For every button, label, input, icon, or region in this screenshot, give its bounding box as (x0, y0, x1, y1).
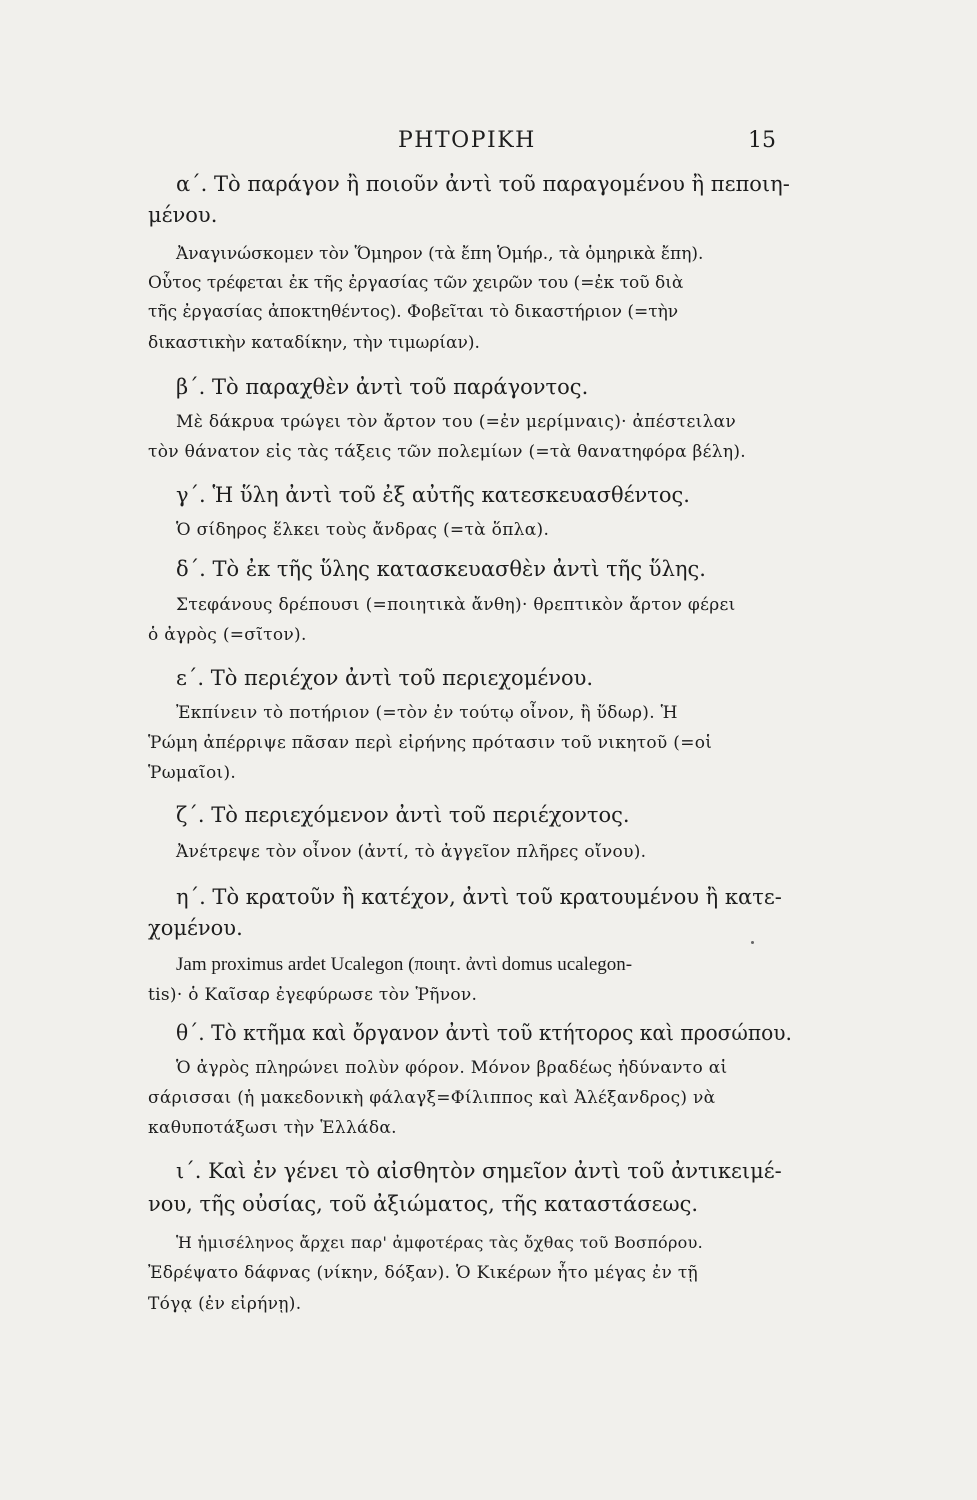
text-line: δικαστικὴν καταδίκην, τὴν τιμωρίαν). (148, 333, 480, 353)
example-line: Ἐδρέψατο δάφνας (νίκην, δόξαν). Ὁ Κικέρων ἦτο μέγας ἐν τῇ (148, 1263, 699, 1283)
example-line: Ὁ ἀγρὸς πληρώνει πολὺν φόρον. Μόνον βραδέως ἠδύναντο αἱ (176, 1058, 728, 1078)
text-line: Ἀναγινώσκομεν τὸν Ὅμηρον (τὰ ἔπη Ὁμήρ., τὰ ὁμηρικὰ ἔπη). (176, 244, 704, 264)
example-line: Ἐκπίνειν τὸ ποτήριον (=τὸν ἐν τούτῳ οἶνον, ἢ ὕδωρ). Ἡ (176, 703, 678, 723)
section-zeta-heading: ζ΄. Τὸ περιεχόμενον ἀντὶ τοῦ περιέχοντος. (176, 803, 630, 827)
section-iota-heading-cont: νου, τῆς οὐσίας, τοῦ ἀξιώματος, τῆς καταστάσεως. (148, 1192, 699, 1216)
example-line: Τόγᾳ (ἐν εἰρήνῃ). (148, 1294, 302, 1314)
example-line: καθυποτάξωσι τὴν Ἑλλάδα. (148, 1118, 397, 1138)
page-header (0, 128, 977, 160)
print-speck (751, 941, 754, 944)
section-alpha-heading-cont: μένου. (148, 203, 218, 227)
running-title: ΡΗΤΟΡΙΚΗ (398, 128, 536, 153)
section-theta-heading: θ΄. Τὸ κτῆμα καὶ ὄργανον ἀντὶ τοῦ κτήτορος καὶ προσώπου. (176, 1021, 792, 1045)
example-line: Ἡ ἡμισέληνος ἄρχει παρ' ἀμφοτέρας τὰς ὄχθας τοῦ Βοσπόρου. (176, 1233, 703, 1252)
example-line-latin: Jam proximus ardet Ucalegon (ποιητ. ἀντὶ domus ucalegon- (176, 954, 633, 975)
example-line: tis)· ὁ Καῖσαρ ἐγεφύρωσε τὸν Ῥῆνον. (148, 985, 478, 1005)
example-line: Στεφάνους δρέπουσι (=ποιητικὰ ἄνθη)· θρεπτικὸν ἄρτον φέρει (176, 595, 736, 615)
text-line: τῆς ἐργασίας ἀποκτηθέντος). Φοβεῖται τὸ δικαστήριον (=τὴν (148, 302, 679, 322)
example-line: Ῥώμη ἀπέρριψε πᾶσαν περὶ εἰρήνης πρότασιν τοῦ νικητοῦ (=οἱ (148, 733, 713, 753)
text-line: Οὗτος τρέφεται ἐκ τῆς ἐργασίας τῶν χειρῶν του (=ἐκ τοῦ διὰ (148, 273, 684, 293)
section-eta-heading: η΄. Τὸ κρατοῦν ἢ κατέχον, ἀντὶ τοῦ κρατουμένου ἢ κατε- (176, 885, 782, 909)
example-line: Ῥωμαῖοι). (148, 763, 237, 783)
page-number: 15 (748, 128, 776, 153)
section-iota-heading: ι΄. Καὶ ἐν γένει τὸ αἰσθητὸν σημεῖον ἀντὶ τοῦ ἀντικειμέ- (176, 1159, 782, 1183)
example-line: τὸν θάνατον εἰς τὰς τάξεις τῶν πολεμίων (=τὰ θανατηφόρα βέλη). (148, 442, 746, 462)
section-eta-heading-cont: χομένου. (148, 916, 243, 940)
section-delta-heading: δ΄. Τὸ ἐκ τῆς ὕλης κατασκευασθὲν ἀντὶ τῆς ὕλης. (176, 557, 706, 581)
example-line: Μὲ δάκρυα τρώγει τὸν ἄρτον του (=ἐν μερίμναις)· ἀπέστειλαν (176, 412, 737, 432)
section-gamma-heading: γ΄. Ἡ ὕλη ἀντὶ τοῦ ἐξ αὐτῆς κατεσκευασθέντος. (176, 483, 690, 507)
example-line: σάρισσαι (ἡ μακεδονικὴ φάλαγξ=Φίλιππος καὶ Ἀλέξανδρος) νὰ (148, 1088, 716, 1108)
section-alpha-heading: α΄. Τὸ παράγον ἢ ποιοῦν ἀντὶ τοῦ παραγομένου ἢ πεποιη- (176, 172, 790, 196)
example-line: Ὁ σίδηρος ἕλκει τοὺς ἄνδρας (=τὰ ὅπλα). (176, 520, 550, 540)
example-line: Ἀνέτρεψε τὸν οἶνον (ἀντί, τὸ ἀγγεῖον πλῆρες οἴνου). (176, 842, 647, 862)
section-beta-heading: β΄. Τὸ παραχθὲν ἀντὶ τοῦ παράγοντος. (176, 375, 589, 399)
section-epsilon-heading: ε΄. Τὸ περιέχον ἀντὶ τοῦ περιεχομένου. (176, 666, 594, 690)
example-line: ὁ ἀγρὸς (=σῖτον). (148, 625, 307, 645)
